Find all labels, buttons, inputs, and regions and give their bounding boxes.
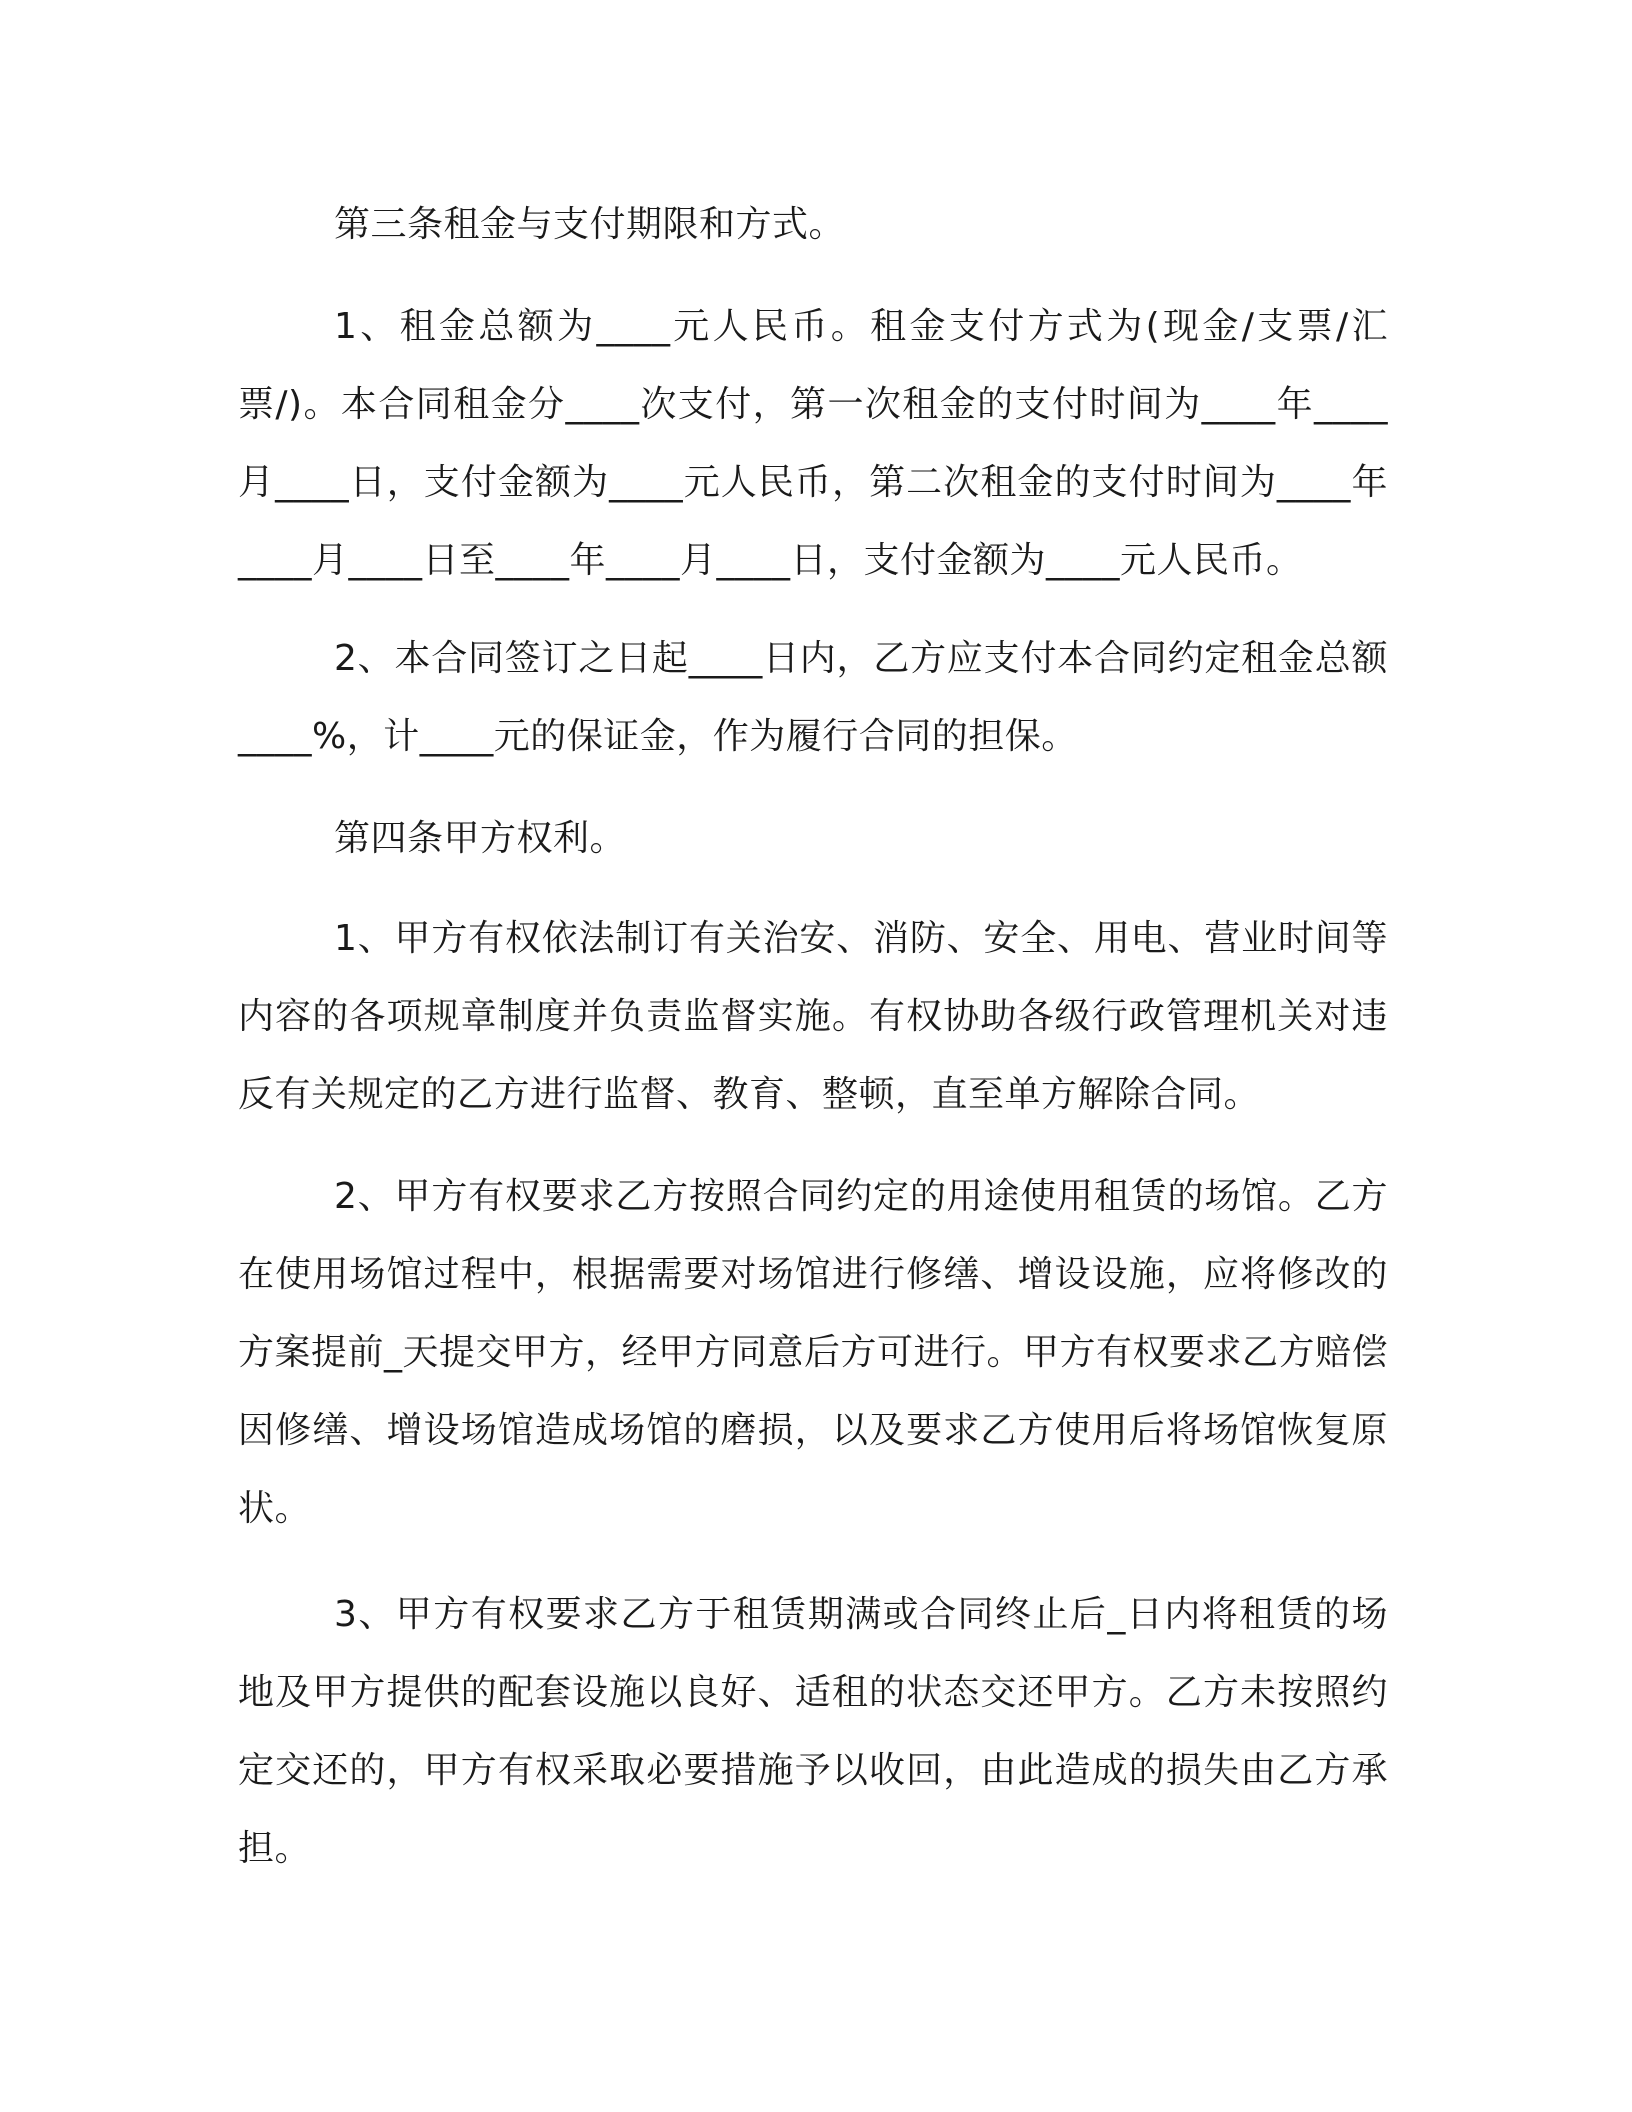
- paragraph-return-of-premises: 3、甲方有权要求乙方于租赁期满或合同终止后_日内将租赁的场地及甲方提供的配套设施以良好、适租的状态交还甲方。乙方未按照约定交还的，甲方有权采取必要措施予以收回，由此造成的损失由乙方承担。: [238, 1594, 1388, 1869]
- paragraph-security-deposit: 2、本合同签订之日起____日内，乙方应支付本合同约定租金总额____%，计____元的保证金，作为履行合同的担保。: [238, 638, 1388, 757]
- paragraph-venue-use-and-repairs: 2、甲方有权要求乙方按照合同约定的用途使用租赁的场馆。乙方在使用场馆过程中，根据需要对场馆进行修缮、增设设施，应将修改的方案提前_天提交甲方，经甲方同意后方可进行。甲方有权要求乙方赔偿因修缮、增设场馆造成场馆的磨损，以及要求乙方使用后将场馆恢复原状。: [238, 1176, 1389, 1529]
- section-heading-article-3: 第三条租金与支付期限和方式。: [334, 204, 846, 245]
- section-heading-article-4: 第四条甲方权利。: [334, 818, 627, 859]
- paragraph-party-a-rules: 1、甲方有权依法制订有关治安、消防、安全、用电、营业时间等内容的各项规章制度并负责监督实施。有权协助各级行政管理机关对违反有关规定的乙方进行监督、教育、整顿，直至单方解除合同。: [238, 918, 1388, 1115]
- paragraph-rent-amount-and-payment: 1、租金总额为____元人民币。租金支付方式为(现金/支票/汇票/)。本合同租金分____次支付，第一次租金的支付时间为____年____月____日，支付金额为____元人民币，第二次租金的支付时间为____年____月____日至____年____月____日，支付金额为____元人民币。: [238, 306, 1388, 581]
- document-body: [238, 186, 1388, 1888]
